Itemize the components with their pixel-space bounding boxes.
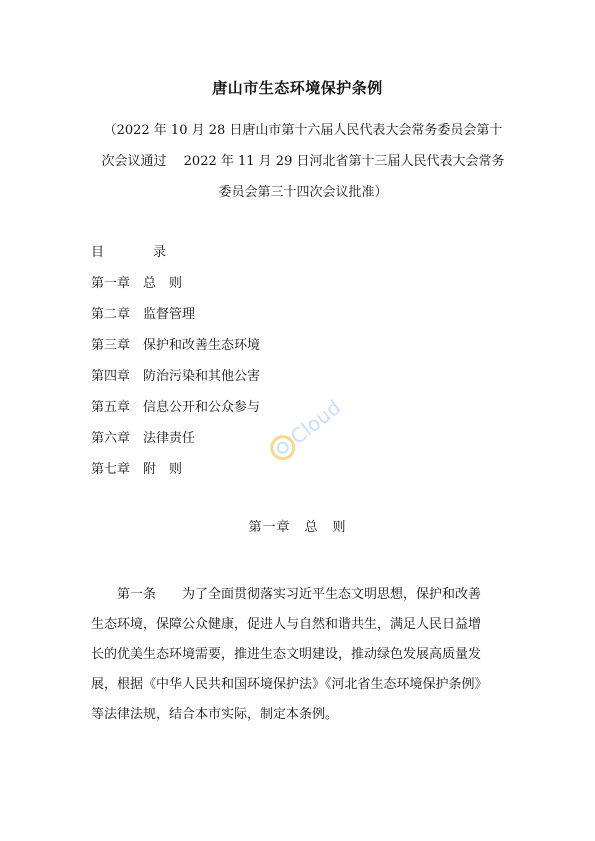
toc-item-title: 附 则	[143, 462, 183, 477]
table-of-contents	[91, 237, 260, 485]
toc-item-number: 第四章	[91, 369, 131, 384]
chapter-heading: 第一章 总 则	[248, 520, 347, 535]
article-line: 展，根据《中华人民共和国环境保护法》《河北省生态环境保护条例》	[91, 677, 488, 692]
watermark-inner-ring-icon	[276, 441, 290, 455]
toc-heading-char: 录	[153, 245, 167, 260]
toc-item	[91, 268, 260, 299]
article-line: 生态环境，保障公众健康，促进人与自然和谐共生，满足人民日益增	[91, 617, 482, 632]
document-title: 唐山市生态环境保护条例	[212, 79, 383, 97]
toc-heading	[91, 237, 260, 268]
toc-item-number: 第六章	[91, 431, 131, 446]
article-line: 第一条 为了全面贯彻落实习近平生态文明思想，保护和改善	[117, 587, 482, 602]
toc-item	[91, 392, 260, 423]
toc-item-title: 保护和改善生态环境	[143, 338, 261, 353]
toc-item-title: 法律责任	[143, 431, 196, 446]
toc-item	[91, 423, 260, 454]
watermark-text: Cloud	[285, 395, 346, 450]
toc-item	[91, 454, 260, 485]
toc-item-title: 防治污染和其他公害	[143, 369, 261, 384]
toc-item	[91, 361, 260, 392]
article-line: 长的优美生态环境需要，推进生态文明建设，推动绿色发展高质量发	[91, 647, 482, 662]
article-line: 等法律法规，结合本市实际，制定本条例。	[91, 707, 339, 722]
toc-item-title: 信息公开和公众参与	[143, 400, 261, 415]
toc-item	[91, 330, 260, 361]
adoption-note-line: 次会议通过 2022 年 11 月 29 日河北省第十三届人民代表大会常务	[101, 154, 505, 169]
toc-item-number: 第二章	[91, 307, 131, 322]
toc-item-number: 第三章	[91, 338, 131, 353]
toc-item-title: 监督管理	[143, 307, 196, 322]
adoption-note-line: 委员会第三十四次会议批准）	[218, 185, 388, 200]
article-1	[91, 580, 509, 730]
toc-item	[91, 299, 260, 330]
toc-item-number: 第五章	[91, 400, 131, 415]
toc-item-number: 第七章	[91, 462, 131, 477]
cloud-watermark-logo	[258, 378, 358, 468]
adoption-note-line: （2022 年 10 月 28 日唐山市第十六届人民代表大会常务委员会第十	[103, 123, 503, 138]
toc-item-title: 总 则	[143, 276, 183, 291]
toc-item-number: 第一章	[91, 276, 131, 291]
adoption-note	[88, 115, 518, 208]
toc-heading-char: 目	[91, 245, 105, 260]
